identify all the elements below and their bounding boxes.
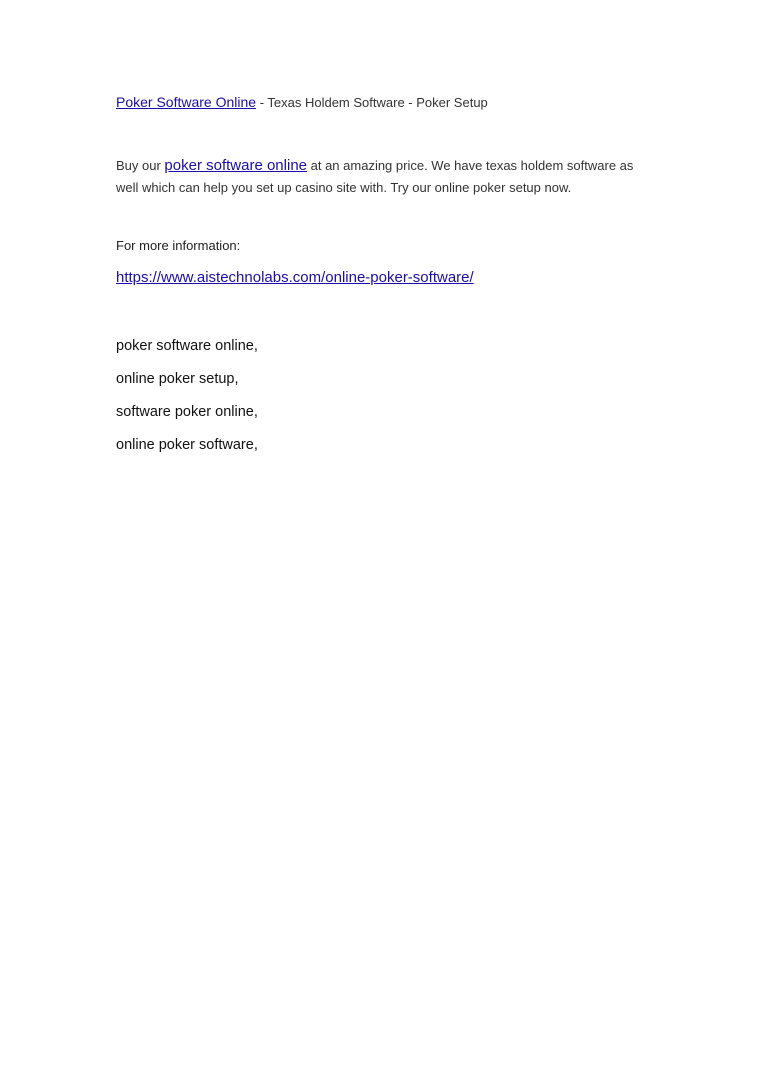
title-link[interactable]: Poker Software Online bbox=[116, 94, 257, 110]
keyword-item: online poker setup, bbox=[116, 371, 239, 387]
title-line bbox=[116, 94, 488, 111]
keyword-item: online poker software, bbox=[116, 437, 258, 453]
keyword-item: poker software online, bbox=[116, 338, 258, 354]
intro-link[interactable]: poker software online bbox=[164, 157, 308, 174]
intro-suffix: at an amazing price. We have texas holdem software as bbox=[307, 158, 634, 173]
keyword-item: software poker online, bbox=[116, 404, 258, 420]
intro-line-1 bbox=[116, 157, 633, 175]
info-url-link[interactable]: https://www.aistechnolabs.com/online-poker-software/ bbox=[116, 269, 474, 286]
title-subtitle: - Texas Holdem Software - Poker Setup bbox=[256, 95, 488, 110]
more-info-label: For more information: bbox=[116, 238, 241, 253]
url-line bbox=[116, 269, 474, 287]
intro-prefix: Buy our bbox=[116, 158, 165, 173]
intro-line-2: well which can help you set up casino site with. Try our online poker setup now. bbox=[116, 180, 572, 195]
